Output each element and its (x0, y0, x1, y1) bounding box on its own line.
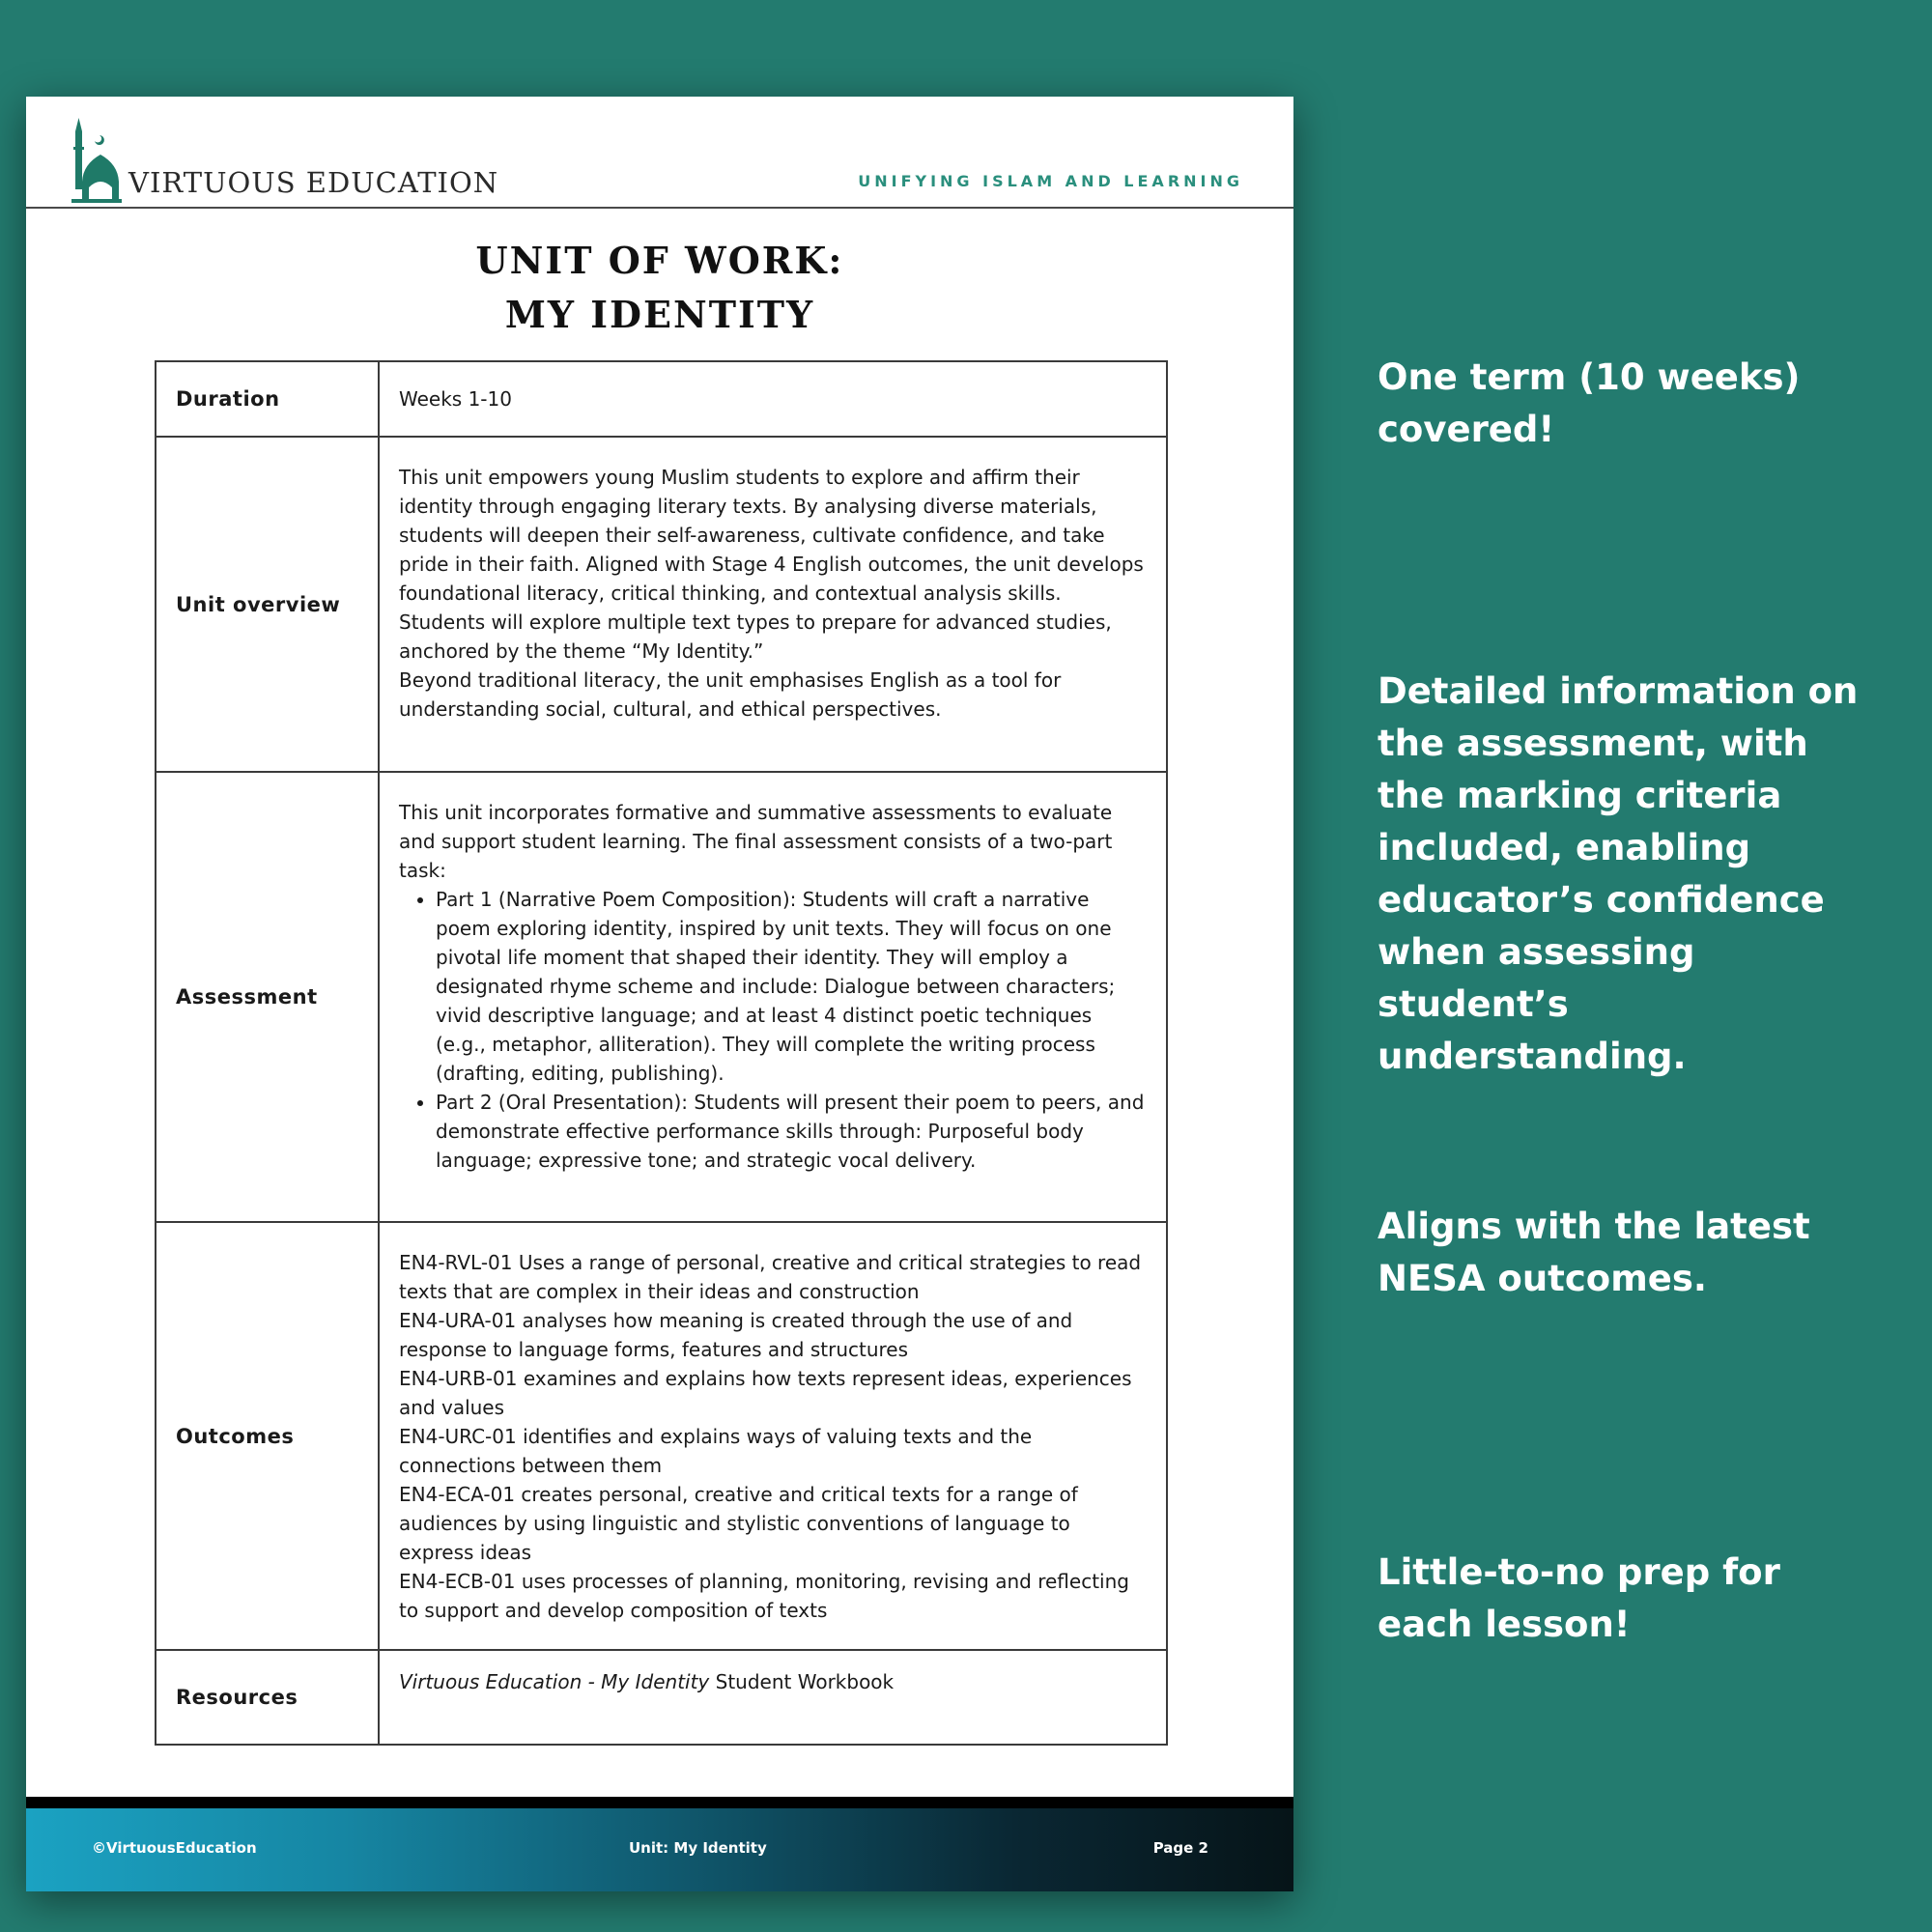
resources-title: Virtuous Education - My Identity (399, 1670, 710, 1693)
outcome-item: EN4-ECB-01 uses processes of planning, monitoring, revising and reflecting to support and develop composition of texts (399, 1570, 1129, 1622)
assessment-label: Assessment (156, 772, 379, 1222)
outcome-item: EN4-URA-01 analyses how meaning is created through the use of and response to language forms, features and structures (399, 1309, 1073, 1361)
overview-label: Unit overview (156, 437, 379, 772)
page-header (26, 97, 1293, 209)
overview-value (379, 437, 1167, 772)
tagline: UNIFYING ISLAM AND LEARNING (858, 172, 1243, 190)
footer-divider (26, 1797, 1293, 1808)
footer-unit: Unit: My Identity (629, 1839, 767, 1857)
page-footer (26, 1808, 1293, 1891)
resources-value (379, 1650, 1167, 1745)
resources-rest: Student Workbook (709, 1670, 895, 1693)
outcome-item: EN4-URC-01 identifies and explains ways of valuing texts and the connections between them (399, 1425, 1033, 1477)
table-row-outcomes (156, 1222, 1167, 1650)
brand-name: VIRTUOUS EDUCATION (128, 166, 499, 199)
callout-assessment: Detailed information on the assessment, with the marking criteria included, enabling educator’s confidence when assessing student’s understanding. (1378, 670, 1859, 1077)
footer-page-number: Page 2 (1152, 1839, 1208, 1857)
assessment-part-2: • Part 2 (Oral Presentation): Students will present their poem to peers, and demonstrate effective performance skills through: Purposeful body language; expressive tone; and strategic vocal delivery. (436, 1088, 1147, 1175)
table-row-overview (156, 437, 1167, 772)
outcomes-value (379, 1222, 1167, 1650)
assessment-intro: This unit incorporates formative and summative assessments to evaluate and support student learning. The final assessment consists of a two-part task: (399, 801, 1113, 882)
assessment-parts-list (399, 885, 1147, 1175)
outcome-item: EN4-URB-01 examines and explains how texts represent ideas, experiences and values (399, 1367, 1132, 1419)
title-line-2: MY IDENTITY (504, 293, 815, 336)
callout-outcomes: Aligns with the latest NESA outcomes. (1378, 1206, 1810, 1299)
duration-value: Weeks 1-10 (379, 361, 1167, 437)
mosque-logo-icon (70, 118, 124, 203)
document-page (26, 97, 1293, 1891)
footer-copyright: ©VirtuousEducation (92, 1839, 257, 1857)
outcome-item: EN4-ECA-01 creates personal, creative and critical texts for a range of audiences by using linguistic and stylistic conventions of language to express ideas (399, 1483, 1078, 1564)
assessment-part-1: • Part 1 (Narrative Poem Composition): Students will craft a narrative poem exploring identity, inspired by unit texts. They will focus on one pivotal life moment that shaped their identity. They will employ a designated rhyme scheme and include: Dialogue between characters; vivid descriptive language; and at least 4 distinct poetic techniques (e.g., metaphor, alliteration). They will complete the writing process (drafting, editing, publishing). (436, 885, 1147, 1088)
callout-prep: Little-to-no prep for each lesson! (1378, 1551, 1780, 1645)
overview-paragraph-1: This unit empowers young Muslim students to explore and affirm their identity through engaging literary texts. By analysing diverse materials, students will deepen their self-awareness, cultivate confidence, and take pride in their faith. Aligned with Stage 4 English outcomes, the unit develops foundational literacy, critical thinking, and contextual analysis skills. Students will explore multiple text types to prepare for advanced studies, anchored by the theme “My Identity.” (399, 466, 1144, 663)
assessment-value (379, 772, 1167, 1222)
outcomes-label: Outcomes (156, 1222, 379, 1650)
overview-paragraph-2: Beyond traditional literacy, the unit emphasises English as a tool for understanding social, cultural, and ethical perspectives. (399, 668, 1062, 721)
callout-duration: One term (10 weeks) covered! (1378, 356, 1801, 450)
page-title (26, 234, 1293, 342)
title-line-1: UNIT OF WORK: (475, 239, 844, 282)
unit-table (155, 360, 1168, 1746)
table-row-duration (156, 361, 1167, 437)
outcome-item: EN4-RVL-01 Uses a range of personal, creative and critical strategies to read texts that are complex in their ideas and construction (399, 1251, 1142, 1303)
duration-label: Duration (156, 361, 379, 437)
table-row-resources (156, 1650, 1167, 1745)
table-row-assessment (156, 772, 1167, 1222)
resources-label: Resources (156, 1650, 379, 1745)
